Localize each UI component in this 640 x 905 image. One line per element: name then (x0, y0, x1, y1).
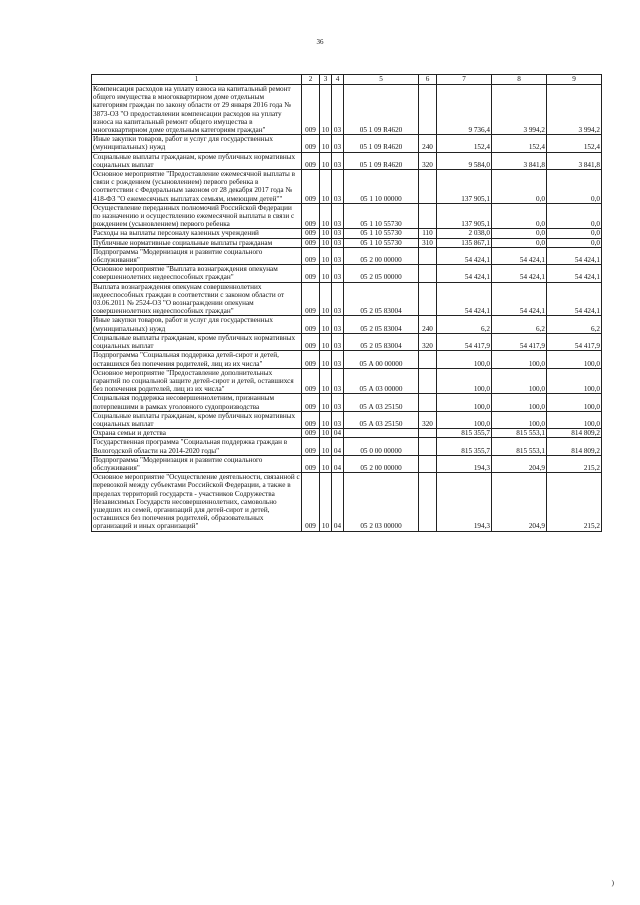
expense-type-cell: 320 (419, 152, 437, 169)
ministry-code-cell: 009 (302, 316, 320, 333)
amount-year1-cell: 137 905,1 (437, 203, 492, 229)
row-name-cell: Иные закупки товаров, работ и услуг для государственных (муниципальных) нужд (92, 135, 302, 152)
amount-year1-cell: 100,0 (437, 394, 492, 411)
target-article-cell: 05 А 03 00000 (344, 368, 419, 394)
target-article-cell: 05 1 10 00000 (344, 170, 419, 204)
target-article-cell: 05 1 09 R4620 (344, 152, 419, 169)
amount-year3-cell: 0,0 (547, 229, 602, 238)
row-name-cell: Иные закупки товаров, работ и услуг для государственных (муниципальных) нужд (92, 316, 302, 333)
expense-type-cell (419, 203, 437, 229)
row-name-cell: Публичные нормативные социальные выплаты гражданам (92, 238, 302, 247)
row-name-cell: Основное мероприятие "Выплата вознаграждения опекунам совершеннолетних недееспособных граждан" (92, 265, 302, 282)
amount-year1-cell: 9 584,0 (437, 152, 492, 169)
table-header-row (92, 75, 602, 85)
expense-type-cell (419, 368, 437, 394)
amount-year3-cell: 100,0 (547, 394, 602, 411)
ministry-code-cell: 009 (302, 135, 320, 152)
target-article-cell: 05 2 05 83004 (344, 316, 419, 333)
section-cell: 10 (320, 282, 332, 316)
target-article-cell: 05 1 09 R4620 (344, 135, 419, 152)
target-article-cell: 05 1 10 55730 (344, 238, 419, 247)
amount-year3-cell: 100,0 (547, 368, 602, 394)
table-row (92, 394, 602, 411)
amount-year1-cell: 194,3 (437, 455, 492, 472)
amount-year1-cell: 100,0 (437, 368, 492, 394)
header-cell: 1 (92, 75, 302, 85)
row-name-cell: Социальные выплаты гражданам, кроме публичных нормативных социальных выплат (92, 333, 302, 350)
expense-type-cell (419, 429, 437, 438)
amount-year3-cell: 0,0 (547, 170, 602, 204)
header-cell: 9 (547, 75, 602, 85)
amount-year2-cell: 152,4 (492, 135, 547, 152)
ministry-code-cell: 009 (302, 394, 320, 411)
section-cell: 10 (320, 368, 332, 394)
ministry-code-cell: 009 (302, 238, 320, 247)
row-name-cell: Подпрограмма "Модернизация и развитие социального обслуживания" (92, 247, 302, 264)
expense-type-cell (419, 438, 437, 455)
section-cell: 10 (320, 229, 332, 238)
table-row (92, 351, 602, 368)
amount-year3-cell: 215,2 (547, 455, 602, 472)
amount-year3-cell: 54 424,1 (547, 265, 602, 282)
target-article-cell: 05 2 05 83004 (344, 333, 419, 350)
ministry-code-cell: 009 (302, 368, 320, 394)
ministry-code-cell: 009 (302, 247, 320, 264)
amount-year3-cell: 6,2 (547, 316, 602, 333)
subsection-cell: 03 (332, 368, 344, 394)
expense-type-cell (419, 473, 437, 531)
amount-year2-cell: 100,0 (492, 368, 547, 394)
subsection-cell: 03 (332, 170, 344, 204)
subsection-cell: 03 (332, 203, 344, 229)
section-cell: 10 (320, 411, 332, 428)
amount-year2-cell: 54 424,1 (492, 282, 547, 316)
amount-year2-cell: 54 424,1 (492, 265, 547, 282)
expense-type-cell (419, 85, 437, 135)
amount-year3-cell: 0,0 (547, 203, 602, 229)
ministry-code-cell: 009 (302, 473, 320, 531)
amount-year3-cell: 3 994,2 (547, 85, 602, 135)
amount-year2-cell: 54 417,9 (492, 333, 547, 350)
row-name-cell: Подпрограмма "Социальная поддержка детей-сирот и детей, оставшихся без попечения родителей, лиц из их числа" (92, 351, 302, 368)
amount-year2-cell: 100,0 (492, 394, 547, 411)
header-cell: 3 (320, 75, 332, 85)
amount-year3-cell: 100,0 (547, 351, 602, 368)
expense-type-cell: 310 (419, 238, 437, 247)
subsection-cell: 03 (332, 394, 344, 411)
table-row (92, 85, 602, 135)
table-row (92, 247, 602, 264)
target-article-cell: 05 А 00 00000 (344, 351, 419, 368)
subsection-cell: 04 (332, 429, 344, 438)
corner-mark: ) (611, 879, 614, 887)
table-row (92, 265, 602, 282)
ministry-code-cell: 009 (302, 333, 320, 350)
table-row (92, 282, 602, 316)
subsection-cell: 03 (332, 411, 344, 428)
ministry-code-cell: 009 (302, 429, 320, 438)
amount-year2-cell: 0,0 (492, 203, 547, 229)
section-cell: 10 (320, 203, 332, 229)
amount-year1-cell: 54 424,1 (437, 282, 492, 316)
amount-year2-cell: 54 424,1 (492, 247, 547, 264)
amount-year2-cell: 3 994,2 (492, 85, 547, 135)
expense-type-cell (419, 170, 437, 204)
table-row (92, 152, 602, 169)
amount-year1-cell: 6,2 (437, 316, 492, 333)
subsection-cell: 03 (332, 152, 344, 169)
amount-year2-cell: 6,2 (492, 316, 547, 333)
section-cell: 10 (320, 333, 332, 350)
ministry-code-cell: 009 (302, 438, 320, 455)
table-row (92, 229, 602, 238)
amount-year1-cell: 100,0 (437, 411, 492, 428)
target-article-cell: 05 0 00 00000 (344, 438, 419, 455)
header-cell: 5 (344, 75, 419, 85)
row-name-cell: Социальные выплаты гражданам, кроме публичных нормативных социальных выплат (92, 152, 302, 169)
target-article-cell: 05 2 00 00000 (344, 455, 419, 472)
expense-type-cell (419, 455, 437, 472)
ministry-code-cell: 009 (302, 203, 320, 229)
amount-year1-cell: 100,0 (437, 351, 492, 368)
header-cell: 4 (332, 75, 344, 85)
expense-type-cell: 110 (419, 229, 437, 238)
ministry-code-cell: 009 (302, 265, 320, 282)
section-cell: 10 (320, 429, 332, 438)
subsection-cell: 03 (332, 229, 344, 238)
row-name-cell: Охрана семьи и детства (92, 429, 302, 438)
ministry-code-cell: 009 (302, 455, 320, 472)
table-row (92, 203, 602, 229)
target-article-cell: 05 1 10 55730 (344, 203, 419, 229)
amount-year3-cell: 814 809,2 (547, 438, 602, 455)
expense-type-cell (419, 247, 437, 264)
section-cell: 10 (320, 265, 332, 282)
row-name-cell: Государственная программа "Социальная поддержка граждан в Вологодской области на 2014-2020 годы" (92, 438, 302, 455)
row-name-cell: Социальная поддержка несовершеннолетним, признанным потерпевшими в рамках уголовного судопроизводства (92, 394, 302, 411)
table-row (92, 368, 602, 394)
ministry-code-cell: 009 (302, 229, 320, 238)
header-cell: 6 (419, 75, 437, 85)
subsection-cell: 03 (332, 238, 344, 247)
subsection-cell: 03 (332, 351, 344, 368)
amount-year3-cell: 215,2 (547, 473, 602, 531)
section-cell: 10 (320, 351, 332, 368)
row-name-cell: Подпрограмма "Модернизация и развитие социального обслуживания" (92, 455, 302, 472)
amount-year2-cell: 3 841,8 (492, 152, 547, 169)
target-article-cell: 05 А 03 25150 (344, 394, 419, 411)
amount-year2-cell: 0,0 (492, 229, 547, 238)
row-name-cell: Осуществление переданных полномочий Российской Федерации по назначению и осуществлению ежемесячной выплаты в связи с рождением (усыновлением) первого ребенка (92, 203, 302, 229)
ministry-code-cell: 009 (302, 411, 320, 428)
amount-year2-cell: 100,0 (492, 351, 547, 368)
ministry-code-cell: 009 (302, 170, 320, 204)
subsection-cell: 04 (332, 438, 344, 455)
ministry-code-cell: 009 (302, 85, 320, 135)
amount-year2-cell: 204,9 (492, 455, 547, 472)
target-article-cell: 05 2 05 00000 (344, 265, 419, 282)
table-row (92, 473, 602, 531)
subsection-cell: 03 (332, 265, 344, 282)
section-cell: 10 (320, 238, 332, 247)
row-name-cell: Основное мероприятие "Предоставление ежемесячной выплаты в связи с рождением (усыновлением) первого ребенка в соответствии с Федеральным законом от 28 декабря 2017 года № 418-ФЗ "О ежемесячных выплатах семьям, имеющим детей"" (92, 170, 302, 204)
expense-type-cell (419, 265, 437, 282)
table-row (92, 170, 602, 204)
amount-year1-cell: 54 424,1 (437, 247, 492, 264)
page-number: 36 (316, 38, 324, 46)
table-row (92, 411, 602, 428)
amount-year3-cell: 0,0 (547, 238, 602, 247)
row-name-cell: Основное мероприятие "Осуществление деятельности, связанной с перевозкой между субъектами Российской Федерации, а также в пределах территорий государств - участников Содружества Независимых Государств несовершеннолетних, самовольно ушедших из семей, организаций для детей-сирот и детей, оставшихся без попечения родителей, образовательных организаций и иных организаций" (93, 473, 300, 531)
section-cell: 10 (320, 85, 332, 135)
section-cell: 10 (320, 473, 332, 531)
expense-type-cell: 320 (419, 333, 437, 350)
expense-type-cell (419, 351, 437, 368)
table-row (92, 438, 602, 455)
section-cell: 10 (320, 152, 332, 169)
header-cell: 8 (492, 75, 547, 85)
section-cell: 10 (320, 170, 332, 204)
subsection-cell: 03 (332, 247, 344, 264)
amount-year2-cell: 815 553,1 (492, 429, 547, 438)
table-row (92, 238, 602, 247)
amount-year1-cell: 9 736,4 (437, 85, 492, 135)
table-row (92, 429, 602, 438)
amount-year1-cell: 54 417,9 (437, 333, 492, 350)
amount-year3-cell: 54 417,9 (547, 333, 602, 350)
subsection-cell: 03 (332, 316, 344, 333)
expense-type-cell: 240 (419, 316, 437, 333)
amount-year3-cell: 3 841,8 (547, 152, 602, 169)
subsection-cell: 03 (332, 333, 344, 350)
row-name-cell: Расходы на выплаты персоналу казенных учреждений (92, 229, 302, 238)
ministry-code-cell: 009 (302, 282, 320, 316)
row-name-cell: Выплата вознаграждения опекунам совершеннолетних недееспособных граждан в соответствии с законом области от 03.06.2011 № 2524-ОЗ "О вознаграждении опекунам совершеннолетних недееспособных граждан" (92, 282, 302, 316)
header-cell: 2 (302, 75, 320, 85)
target-article-cell: 05 1 09 R4620 (344, 85, 419, 135)
section-cell: 10 (320, 247, 332, 264)
expense-type-cell (419, 394, 437, 411)
ministry-code-cell: 009 (302, 152, 320, 169)
section-cell: 10 (320, 438, 332, 455)
target-article-cell: 05 2 05 83004 (344, 282, 419, 316)
amount-year1-cell: 815 355,7 (437, 438, 492, 455)
amount-year2-cell: 0,0 (492, 238, 547, 247)
amount-year2-cell: 0,0 (492, 170, 547, 204)
target-article-cell: 05 2 00 00000 (344, 247, 419, 264)
section-cell: 10 (320, 394, 332, 411)
amount-year1-cell: 194,3 (437, 473, 492, 531)
target-article-cell: 05 2 03 00000 (344, 473, 419, 531)
subsection-cell: 04 (332, 455, 344, 472)
expense-type-cell (419, 282, 437, 316)
table-row (92, 455, 602, 472)
amount-year1-cell: 152,4 (437, 135, 492, 152)
budget-table (91, 74, 602, 532)
amount-year1-cell: 137 905,1 (437, 170, 492, 204)
target-article-cell: 05 А 03 25150 (344, 411, 419, 428)
table-row (92, 333, 602, 350)
subsection-cell: 03 (332, 282, 344, 316)
section-cell: 10 (320, 316, 332, 333)
row-name-cell: Социальные выплаты гражданам, кроме публичных нормативных социальных выплат (92, 411, 302, 428)
section-cell: 10 (320, 455, 332, 472)
amount-year1-cell: 135 867,1 (437, 238, 492, 247)
table-row (92, 135, 602, 152)
expense-type-cell: 320 (419, 411, 437, 428)
amount-year3-cell: 152,4 (547, 135, 602, 152)
header-cell: 7 (437, 75, 492, 85)
ministry-code-cell: 009 (302, 351, 320, 368)
amount-year2-cell: 815 553,1 (492, 438, 547, 455)
amount-year3-cell: 814 809,2 (547, 429, 602, 438)
table-row (92, 316, 602, 333)
row-name-cell: Основное мероприятие "Предоставление дополнительных гарантий по социальной защите детей-сирот и детей, оставшихся без попечения родителей, лиц из их числа" (92, 368, 302, 394)
section-cell: 10 (320, 135, 332, 152)
subsection-cell: 03 (332, 135, 344, 152)
amount-year1-cell: 2 038,0 (437, 229, 492, 238)
amount-year3-cell: 54 424,1 (547, 282, 602, 316)
amount-year3-cell: 54 424,1 (547, 247, 602, 264)
subsection-cell: 03 (332, 85, 344, 135)
target-article-cell (344, 429, 419, 438)
expense-type-cell: 240 (419, 135, 437, 152)
amount-year2-cell: 100,0 (492, 411, 547, 428)
amount-year1-cell: 815 355,7 (437, 429, 492, 438)
target-article-cell: 05 1 10 55730 (344, 229, 419, 238)
subsection-cell: 04 (332, 473, 344, 531)
amount-year1-cell: 54 424,1 (437, 265, 492, 282)
amount-year3-cell: 100,0 (547, 411, 602, 428)
row-name-cell: Компенсация расходов на уплату взноса на капитальный ремонт общего имущества в многоквартирном доме отдельным категориям граждан по закону области от 29 января 2016 года № 3873-ОЗ "О предоставлении компенсации расходов на уплату взноса на капитальный ремонт общего имущества в многоквартирном доме отдельным категориям граждан" (92, 85, 302, 135)
amount-year2-cell: 204,9 (492, 473, 547, 531)
